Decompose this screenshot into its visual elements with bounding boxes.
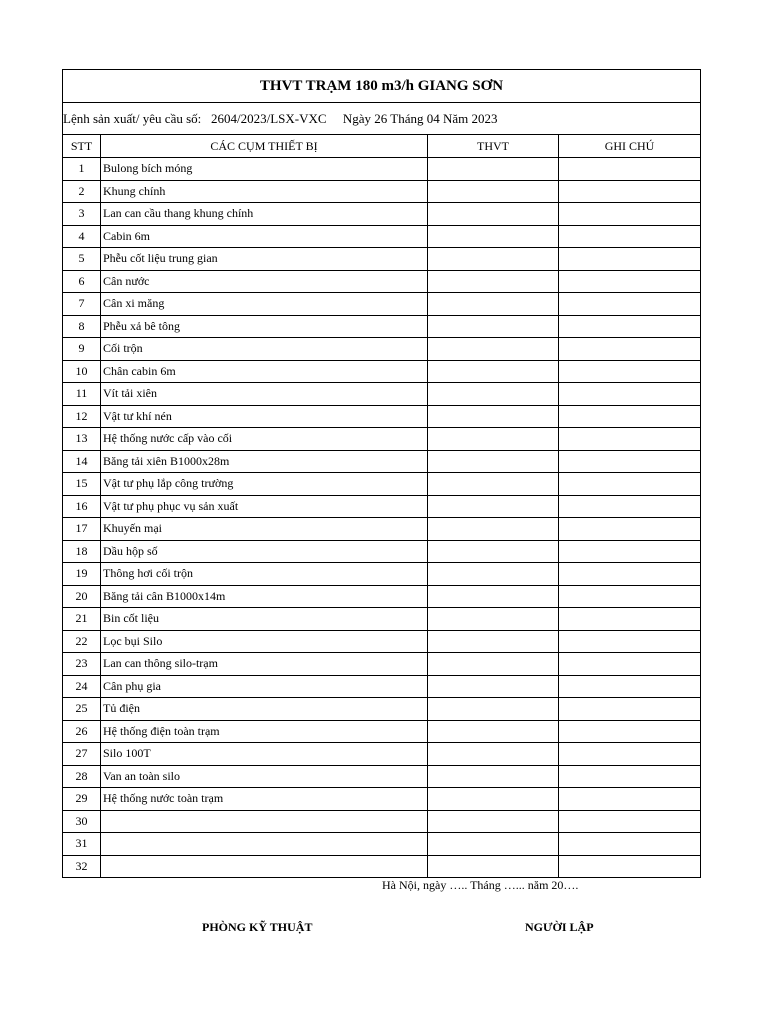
row-thvt [428,563,559,586]
row-equipment-name: Cân phụ gia [101,675,428,698]
row-stt: 29 [63,788,101,811]
table-row [63,585,701,608]
row-equipment-name: Phễu cốt liệu trung gian [101,248,428,271]
row-thvt [428,720,559,743]
row-stt: 26 [63,720,101,743]
row-stt: 10 [63,360,101,383]
row-equipment-name: Cân xi măng [101,293,428,316]
table-row [63,608,701,631]
table-row [63,450,701,473]
row-thvt [428,338,559,361]
row-notes [559,743,701,766]
row-thvt [428,360,559,383]
row-stt: 5 [63,248,101,271]
row-notes [559,495,701,518]
table-row [63,383,701,406]
row-notes [559,293,701,316]
row-equipment-name: Dầu hộp số [101,540,428,563]
row-stt: 18 [63,540,101,563]
row-thvt [428,203,559,226]
row-equipment-name: Hệ thống điện toàn trạm [101,720,428,743]
row-notes [559,608,701,631]
row-stt: 1 [63,158,101,181]
row-thvt [428,450,559,473]
row-equipment-name: Vít tải xiên [101,383,428,406]
row-stt: 20 [63,585,101,608]
row-equipment-name [101,810,428,833]
row-notes [559,518,701,541]
row-notes [559,833,701,856]
row-equipment-name: Chân cabin 6m [101,360,428,383]
row-notes [559,248,701,271]
table-row [63,743,701,766]
table-row [63,720,701,743]
table-row [63,540,701,563]
row-stt: 16 [63,495,101,518]
row-stt: 8 [63,315,101,338]
row-equipment-name [101,855,428,878]
row-equipment-name: Cân nước [101,270,428,293]
row-equipment-name: Cabin 6m [101,225,428,248]
row-stt: 23 [63,653,101,676]
table-row [63,405,701,428]
equipment-table [62,69,701,878]
row-notes [559,450,701,473]
row-equipment-name: Van an toàn silo [101,765,428,788]
table-header-row [63,135,701,158]
row-stt: 19 [63,563,101,586]
table-row [63,630,701,653]
row-notes [559,788,701,811]
row-thvt [428,518,559,541]
row-thvt [428,743,559,766]
row-stt: 17 [63,518,101,541]
row-stt: 32 [63,855,101,878]
row-thvt [428,833,559,856]
row-equipment-name: Khuyến mại [101,518,428,541]
row-notes [559,540,701,563]
table-row [63,315,701,338]
row-equipment-name: Thông hơi cối trộn [101,563,428,586]
table-row [63,293,701,316]
row-thvt [428,675,559,698]
table-row [63,765,701,788]
row-notes [559,270,701,293]
row-equipment-name: Băng tải cân B1000x14m [101,585,428,608]
row-stt: 4 [63,225,101,248]
row-thvt [428,630,559,653]
table-row [63,563,701,586]
table-row [63,698,701,721]
row-stt: 12 [63,405,101,428]
row-equipment-name: Tủ điện [101,698,428,721]
row-thvt [428,495,559,518]
row-notes [559,383,701,406]
table-row [63,810,701,833]
row-thvt [428,428,559,451]
row-notes [559,585,701,608]
row-notes [559,428,701,451]
signature-preparer: NGƯỜI LẬP [525,920,594,934]
table-row [63,158,701,181]
row-stt: 27 [63,743,101,766]
row-thvt [428,765,559,788]
table-row [63,428,701,451]
row-notes [559,360,701,383]
column-header-equipment: CÁC CỤM THIẾT BỊ [101,135,428,158]
row-equipment-name: Hệ thống nước cấp vào cối [101,428,428,451]
row-equipment-name: Băng tải xiên B1000x28m [101,450,428,473]
table-row [63,855,701,878]
row-notes [559,563,701,586]
row-notes [559,765,701,788]
row-stt: 24 [63,675,101,698]
row-notes [559,338,701,361]
row-stt: 9 [63,338,101,361]
row-notes [559,203,701,226]
row-stt: 7 [63,293,101,316]
table-row [63,473,701,496]
row-stt: 3 [63,203,101,226]
row-equipment-name: Cối trộn [101,338,428,361]
row-stt: 31 [63,833,101,856]
order-row [63,103,701,135]
row-stt: 21 [63,608,101,631]
row-thvt [428,855,559,878]
row-thvt [428,270,559,293]
row-equipment-name: Vật tư khí nén [101,405,428,428]
row-thvt [428,405,559,428]
signature-technical-dept: PHÒNG KỸ THUẬT [202,920,313,934]
row-equipment-name [101,833,428,856]
title-row [63,70,701,103]
row-stt: 11 [63,383,101,406]
table-row [63,518,701,541]
row-stt: 14 [63,450,101,473]
row-thvt [428,315,559,338]
row-notes [559,630,701,653]
row-equipment-name: Hệ thống nước toàn trạm [101,788,428,811]
row-stt: 15 [63,473,101,496]
table-row [63,270,701,293]
document-sheet [62,69,700,878]
row-thvt [428,540,559,563]
row-notes [559,158,701,181]
table-row [63,788,701,811]
row-equipment-name: Bin cốt liệu [101,608,428,631]
table-row [63,248,701,271]
row-notes [559,473,701,496]
row-notes [559,720,701,743]
row-equipment-name: Lan can cầu thang khung chính [101,203,428,226]
row-thvt [428,585,559,608]
row-equipment-name: Lọc bụi Silo [101,630,428,653]
row-thvt [428,225,559,248]
table-row [63,675,701,698]
row-stt: 2 [63,180,101,203]
row-notes [559,405,701,428]
table-row [63,338,701,361]
table-row [63,653,701,676]
row-equipment-name: Lan can thông silo-trạm [101,653,428,676]
row-thvt [428,248,559,271]
table-row [63,833,701,856]
row-thvt [428,698,559,721]
table-row [63,495,701,518]
row-equipment-name: Bulong bích móng [101,158,428,181]
document-title: THVT TRẠM 180 m3/h GIANG SƠN [63,70,701,103]
row-thvt [428,473,559,496]
row-stt: 30 [63,810,101,833]
row-notes [559,315,701,338]
row-stt: 28 [63,765,101,788]
row-notes [559,653,701,676]
row-thvt [428,653,559,676]
column-header-stt: STT [63,135,101,158]
table-row [63,203,701,226]
row-stt: 6 [63,270,101,293]
row-notes [559,698,701,721]
row-equipment-name: Vật tư phụ phục vụ sản xuất [101,495,428,518]
row-thvt [428,383,559,406]
row-notes [559,675,701,698]
row-thvt [428,293,559,316]
row-equipment-name: Silo 100T [101,743,428,766]
row-equipment-name: Khung chính [101,180,428,203]
row-notes [559,855,701,878]
table-row [63,360,701,383]
row-notes [559,180,701,203]
order-line: Lệnh sản xuất/ yêu cầu số: 2604/2023/LSX-VXC Ngày 26 Tháng 04 Năm 2023 [63,103,701,135]
row-equipment-name: Vật tư phụ lắp công trường [101,473,428,496]
table-row [63,225,701,248]
row-thvt [428,180,559,203]
row-thvt [428,608,559,631]
row-notes [559,810,701,833]
row-thvt [428,788,559,811]
footer-date: Hà Nội, ngày ….. Tháng …... năm 20…. [382,878,579,892]
row-stt: 22 [63,630,101,653]
row-stt: 13 [63,428,101,451]
row-notes [559,225,701,248]
table-row [63,180,701,203]
column-header-notes: GHI CHÚ [559,135,701,158]
row-stt: 25 [63,698,101,721]
row-thvt [428,810,559,833]
column-header-thvt: THVT [428,135,559,158]
row-thvt [428,158,559,181]
row-equipment-name: Phễu xả bê tông [101,315,428,338]
